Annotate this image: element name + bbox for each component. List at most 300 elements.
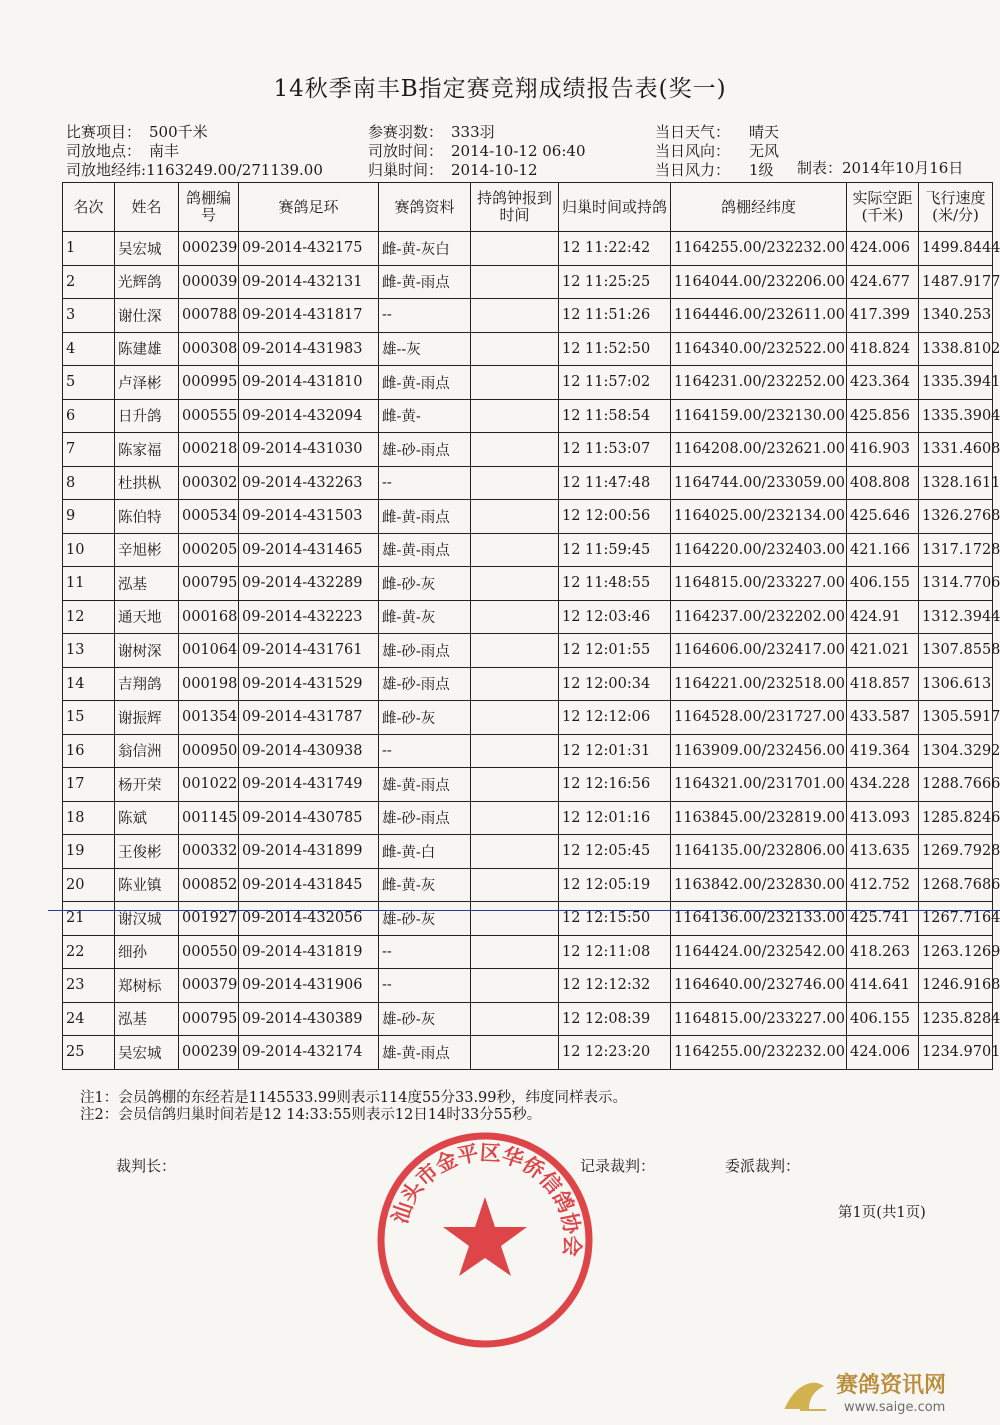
cell-coordinates: 1164135.00/232806.00	[671, 835, 847, 869]
cell-speed: 1335.3941	[919, 366, 993, 400]
cell-speed: 1312.3944	[919, 600, 993, 634]
cell-ring: 09-2014-432131	[239, 265, 379, 299]
cell-rank: 4	[63, 332, 115, 366]
cell-arrival-time: 12 12:00:56	[559, 500, 671, 534]
cell-clock-time	[471, 600, 559, 634]
table-row	[63, 634, 993, 668]
cell-distance: 408.808	[847, 466, 919, 500]
cell-loft-id: 000198	[179, 667, 239, 701]
cell-arrival-time: 12 12:23:20	[559, 1036, 671, 1070]
cell-coordinates: 1164424.00/232542.00	[671, 935, 847, 969]
cell-bird-info: 雌-黄-雨点	[379, 366, 471, 400]
page-number: 第1页(共1页)	[838, 1205, 926, 1221]
col-coordinates: 鸽棚经纬度	[671, 183, 847, 232]
table-row	[63, 1002, 993, 1036]
cell-name: 泓基	[115, 1002, 179, 1036]
cell-speed: 1328.1611	[919, 466, 993, 500]
cell-speed: 1487.9177	[919, 265, 993, 299]
report-title: 14秋季南丰B指定赛竞翔成绩报告表(奖一)	[273, 76, 727, 102]
cell-distance: 418.857	[847, 667, 919, 701]
info-value: 1163249.00/271139.00	[146, 161, 323, 179]
cell-rank: 3	[63, 299, 115, 333]
cell-distance: 418.263	[847, 935, 919, 969]
cell-coordinates: 1164221.00/232518.00	[671, 667, 847, 701]
cell-distance: 413.635	[847, 835, 919, 869]
cell-distance: 406.155	[847, 567, 919, 601]
cell-distance: 421.021	[847, 634, 919, 668]
cell-ring: 09-2014-432094	[239, 399, 379, 433]
table-row	[63, 466, 993, 500]
cell-arrival-time: 12 11:59:45	[559, 533, 671, 567]
cell-name: 谢振辉	[115, 701, 179, 735]
cell-ring: 09-2014-431810	[239, 366, 379, 400]
record-referee-label: 记录裁判：	[580, 1157, 656, 1175]
cell-distance: 424.677	[847, 265, 919, 299]
col-ring: 赛鸽足环	[239, 183, 379, 232]
cell-clock-time	[471, 299, 559, 333]
cell-name: 陈业镇	[115, 868, 179, 902]
cell-speed: 1306.613	[919, 667, 993, 701]
cell-loft-id: 000332	[179, 835, 239, 869]
cell-loft-id: 000039	[179, 265, 239, 299]
cell-coordinates: 1163909.00/232456.00	[671, 734, 847, 768]
cell-arrival-time: 12 11:48:55	[559, 567, 671, 601]
table-row	[63, 500, 993, 534]
table-row	[63, 399, 993, 433]
col-bird-info: 赛鸽资料	[379, 183, 471, 232]
cell-speed: 1317.1728	[919, 533, 993, 567]
cell-bird-info: 雌-黄-灰	[379, 868, 471, 902]
cell-arrival-time: 12 11:53:07	[559, 433, 671, 467]
cell-clock-time	[471, 265, 559, 299]
cell-loft-id: 000534	[179, 500, 239, 534]
cell-distance: 413.093	[847, 801, 919, 835]
cell-loft-id: 000302	[179, 466, 239, 500]
cell-ring: 09-2014-431819	[239, 935, 379, 969]
cell-clock-time	[471, 835, 559, 869]
col-loft-id: 鸽棚编号	[179, 183, 239, 232]
cell-bird-info: --	[379, 935, 471, 969]
cell-coordinates: 1164606.00/232417.00	[671, 634, 847, 668]
table-row	[63, 533, 993, 567]
cell-name: 吉翔鸽	[115, 667, 179, 701]
seal-text: 汕头市金平区华侨信鸽协会	[387, 1140, 585, 1258]
cell-speed: 1338.8102	[919, 332, 993, 366]
info-key: 归巢时间：	[368, 161, 444, 179]
cell-bird-info: 雌-砂-灰	[379, 701, 471, 735]
cell-speed: 1331.4608	[919, 433, 993, 467]
cell-speed: 1234.9701	[919, 1036, 993, 1070]
cell-bird-info: 雌-砂-灰	[379, 567, 471, 601]
cell-speed: 1326.2768	[919, 500, 993, 534]
cell-clock-time	[471, 701, 559, 735]
results-table	[62, 182, 1000, 1070]
cell-distance: 425.856	[847, 399, 919, 433]
cell-arrival-time: 12 12:11:08	[559, 935, 671, 969]
cell-loft-id: 000795	[179, 567, 239, 601]
cell-rank: 22	[63, 935, 115, 969]
cell-coordinates: 1164044.00/232206.00	[671, 265, 847, 299]
cell-bird-info: --	[379, 299, 471, 333]
cell-rank: 12	[63, 600, 115, 634]
cell-speed: 1263.1269	[919, 935, 993, 969]
cell-arrival-time: 12 12:01:55	[559, 634, 671, 668]
table-row	[63, 969, 993, 1003]
cell-arrival-time: 12 12:15:50	[559, 902, 671, 936]
cell-coordinates: 1164815.00/233227.00	[671, 567, 847, 601]
cell-ring: 09-2014-431749	[239, 768, 379, 802]
cell-name: 翁信洲	[115, 734, 179, 768]
table-row	[63, 265, 993, 299]
cell-loft-id: 000308	[179, 332, 239, 366]
cell-speed: 1499.8444	[919, 232, 993, 266]
cell-distance: 419.364	[847, 734, 919, 768]
cell-name: 杜拱枞	[115, 466, 179, 500]
info-row	[66, 161, 323, 180]
table-body	[63, 232, 1000, 1070]
cell-bird-info: 雄-黄-雨点	[379, 1036, 471, 1070]
col-distance: 实际空距(千米)	[847, 183, 919, 232]
cell-bird-info: 雌-黄-灰	[379, 600, 471, 634]
cell-distance: 424.91	[847, 600, 919, 634]
table-row	[63, 600, 993, 634]
cell-rank: 15	[63, 701, 115, 735]
table-row	[63, 433, 993, 467]
info-row	[66, 123, 323, 142]
cell-speed: 1314.7706	[919, 567, 993, 601]
cell-arrival-time: 12 11:51:26	[559, 299, 671, 333]
cell-distance: 424.006	[847, 1036, 919, 1070]
info-key: 参赛羽数：	[368, 123, 444, 141]
cell-name: 通天地	[115, 600, 179, 634]
cell-rank: 8	[63, 466, 115, 500]
col-name: 姓名	[115, 183, 179, 232]
cell-loft-id: 001145	[179, 801, 239, 835]
cell-bird-info: 雌-黄-	[379, 399, 471, 433]
cell-name: 郑树标	[115, 969, 179, 1003]
cell-speed: 1307.8558	[919, 634, 993, 668]
cell-rank: 6	[63, 399, 115, 433]
col-arrival-time: 归巢时间或持鸽	[559, 183, 671, 232]
cell-coordinates: 1163842.00/232830.00	[671, 868, 847, 902]
cell-rank: 18	[63, 801, 115, 835]
cell-ring: 09-2014-431787	[239, 701, 379, 735]
cell-coordinates: 1164446.00/232611.00	[671, 299, 847, 333]
info-row	[655, 123, 779, 142]
cell-coordinates: 1164815.00/233227.00	[671, 1002, 847, 1036]
cell-loft-id: 000379	[179, 969, 239, 1003]
site-watermark	[778, 1366, 988, 1418]
cell-rank: 20	[63, 868, 115, 902]
cell-name: 陈家福	[115, 433, 179, 467]
cell-clock-time	[471, 500, 559, 534]
cell-clock-time	[471, 868, 559, 902]
cell-ring: 09-2014-431503	[239, 500, 379, 534]
cell-bird-info: 雌-黄-雨点	[379, 500, 471, 534]
cell-bird-info: 雄-砂-雨点	[379, 433, 471, 467]
cell-coordinates: 1164208.00/232621.00	[671, 433, 847, 467]
cell-arrival-time: 12 12:12:06	[559, 701, 671, 735]
note-2: 注2：会员信鸽归巢时间若是12 14:33:55则表示12日14时33分55秒。	[80, 1107, 542, 1123]
cell-ring: 09-2014-432175	[239, 232, 379, 266]
cell-clock-time	[471, 969, 559, 1003]
cell-clock-time	[471, 1036, 559, 1070]
cell-rank: 5	[63, 366, 115, 400]
cell-speed: 1335.3904	[919, 399, 993, 433]
cell-ring: 09-2014-431983	[239, 332, 379, 366]
cell-coordinates: 1164231.00/232252.00	[671, 366, 847, 400]
cell-ring: 09-2014-431465	[239, 533, 379, 567]
cell-coordinates: 1164340.00/232522.00	[671, 332, 847, 366]
info-value: 南丰	[149, 142, 180, 160]
cell-loft-id: 001927	[179, 902, 239, 936]
cell-rank: 2	[63, 265, 115, 299]
cell-coordinates: 1164255.00/232232.00	[671, 232, 847, 266]
cell-coordinates: 1163845.00/232819.00	[671, 801, 847, 835]
cell-speed: 1285.8246	[919, 801, 993, 835]
cell-speed: 1305.5917	[919, 701, 993, 735]
info-value: 500千米	[149, 123, 208, 141]
cell-distance: 425.646	[847, 500, 919, 534]
cell-clock-time	[471, 332, 559, 366]
cell-arrival-time: 12 11:25:25	[559, 265, 671, 299]
cell-coordinates: 1164220.00/232403.00	[671, 533, 847, 567]
cell-rank: 13	[63, 634, 115, 668]
chief-referee-label: 裁判长：	[116, 1157, 177, 1175]
cell-ring: 09-2014-431906	[239, 969, 379, 1003]
cell-distance: 423.364	[847, 366, 919, 400]
cell-speed: 1235.8284	[919, 1002, 993, 1036]
cell-distance: 434.228	[847, 768, 919, 802]
cell-clock-time	[471, 801, 559, 835]
col-rank: 名次	[63, 183, 115, 232]
info-row	[655, 161, 779, 180]
cell-rank: 16	[63, 734, 115, 768]
cell-arrival-time: 12 11:47:48	[559, 466, 671, 500]
cell-rank: 19	[63, 835, 115, 869]
col-clock-time: 持鸽钟报到时间	[471, 183, 559, 232]
info-key: 司放地点：	[66, 142, 142, 160]
cell-coordinates: 1164025.00/232134.00	[671, 500, 847, 534]
info-key: 当日天气：	[655, 123, 731, 141]
star-icon	[443, 1197, 527, 1276]
assigned-referee-label: 委派裁判：	[725, 1157, 801, 1175]
info-value: 2014-10-12 06:40	[451, 142, 586, 160]
cell-ring: 09-2014-432174	[239, 1036, 379, 1070]
cell-ring: 09-2014-430785	[239, 801, 379, 835]
cell-name: 日升鸽	[115, 399, 179, 433]
cell-ring: 09-2014-431529	[239, 667, 379, 701]
cell-clock-time	[471, 634, 559, 668]
cell-coordinates: 1164321.00/231701.00	[671, 768, 847, 802]
watermark-url: www.saige.com	[844, 1400, 946, 1415]
cell-name: 王俊彬	[115, 835, 179, 869]
cell-arrival-time: 12 12:01:31	[559, 734, 671, 768]
cell-speed: 1246.9168	[919, 969, 993, 1003]
cell-rank: 17	[63, 768, 115, 802]
cell-rank: 23	[63, 969, 115, 1003]
cell-clock-time	[471, 902, 559, 936]
cell-bird-info: 雄-砂-雨点	[379, 801, 471, 835]
cell-arrival-time: 12 12:05:45	[559, 835, 671, 869]
cell-loft-id: 000239	[179, 1036, 239, 1070]
cell-arrival-time: 12 11:22:42	[559, 232, 671, 266]
cell-distance: 416.903	[847, 433, 919, 467]
cell-bird-info: 雄-砂-雨点	[379, 667, 471, 701]
cell-coordinates: 1164136.00/232133.00	[671, 902, 847, 936]
cell-distance: 417.399	[847, 299, 919, 333]
cell-clock-time	[471, 768, 559, 802]
cell-name: 谢汉城	[115, 902, 179, 936]
cell-bird-info: 雄-黄-雨点	[379, 533, 471, 567]
cell-clock-time	[471, 466, 559, 500]
cell-name: 杨开荣	[115, 768, 179, 802]
cell-speed: 1288.7666	[919, 768, 993, 802]
cell-coordinates: 1164744.00/233059.00	[671, 466, 847, 500]
cell-bird-info: 雄-砂-灰	[379, 902, 471, 936]
cell-distance: 418.824	[847, 332, 919, 366]
cell-rank: 1	[63, 232, 115, 266]
cell-distance: 406.155	[847, 1002, 919, 1036]
cell-speed: 1340.253	[919, 299, 993, 333]
cell-speed: 1267.7164	[919, 902, 993, 936]
cell-arrival-time: 12 12:05:19	[559, 868, 671, 902]
cell-clock-time	[471, 567, 559, 601]
cell-coordinates: 1164528.00/231727.00	[671, 701, 847, 735]
cell-name: 吴宏城	[115, 1036, 179, 1070]
cell-name: 陈斌	[115, 801, 179, 835]
cell-rank: 25	[63, 1036, 115, 1070]
cell-coordinates: 1164237.00/232202.00	[671, 600, 847, 634]
info-value: 无风	[749, 142, 780, 160]
table-row	[63, 768, 993, 802]
cell-clock-time	[471, 366, 559, 400]
table-row	[63, 734, 993, 768]
cell-name: 辛旭彬	[115, 533, 179, 567]
cell-name: 卢泽彬	[115, 366, 179, 400]
table-row	[63, 868, 993, 902]
cell-clock-time	[471, 935, 559, 969]
cell-ring: 09-2014-431817	[239, 299, 379, 333]
cell-ring: 09-2014-430389	[239, 1002, 379, 1036]
table-row	[63, 667, 993, 701]
cell-arrival-time: 12 12:01:16	[559, 801, 671, 835]
cell-rank: 21	[63, 902, 115, 936]
cell-coordinates: 1164255.00/232232.00	[671, 1036, 847, 1070]
table-row	[63, 299, 993, 333]
cell-loft-id: 001354	[179, 701, 239, 735]
cell-loft-id: 001064	[179, 634, 239, 668]
association-seal	[370, 1125, 600, 1355]
cell-distance: 414.641	[847, 969, 919, 1003]
info-key: 司放地经纬:	[66, 161, 147, 179]
cell-arrival-time: 12 12:16:56	[559, 768, 671, 802]
cell-ring: 09-2014-431030	[239, 433, 379, 467]
cell-distance: 421.166	[847, 533, 919, 567]
cell-bird-info: 雌-黄-白	[379, 835, 471, 869]
cell-clock-time	[471, 1002, 559, 1036]
table-row	[63, 935, 993, 969]
cell-coordinates: 1164159.00/232130.00	[671, 399, 847, 433]
cell-speed: 1304.3292	[919, 734, 993, 768]
info-row	[655, 142, 779, 161]
made-date: 制表：2014年10月16日	[797, 159, 964, 177]
cell-bird-info: --	[379, 466, 471, 500]
cell-coordinates: 1164640.00/232746.00	[671, 969, 847, 1003]
table-row	[63, 332, 993, 366]
info-value: 1级	[749, 161, 774, 179]
cell-distance: 433.587	[847, 701, 919, 735]
cell-name: 泓基	[115, 567, 179, 601]
cell-clock-time	[471, 667, 559, 701]
cell-rank: 10	[63, 533, 115, 567]
table-row	[63, 835, 993, 869]
col-speed: 飞行速度(米/分)	[919, 183, 993, 232]
info-key: 比赛项目：	[66, 123, 142, 141]
cell-clock-time	[471, 399, 559, 433]
cell-arrival-time: 12 12:03:46	[559, 600, 671, 634]
table-header-row	[63, 183, 993, 232]
cell-ring: 09-2014-431899	[239, 835, 379, 869]
cell-rank: 11	[63, 567, 115, 601]
table-row	[63, 1036, 993, 1070]
cell-speed: 1269.7928	[919, 835, 993, 869]
cell-loft-id: 000168	[179, 600, 239, 634]
cell-arrival-time: 12 11:58:54	[559, 399, 671, 433]
cell-bird-info: 雌-黄-灰白	[379, 232, 471, 266]
info-key: 当日风向：	[655, 142, 731, 160]
cell-speed: 1268.7686	[919, 868, 993, 902]
info-row	[368, 161, 586, 180]
cell-name: 谢仕深	[115, 299, 179, 333]
table-row	[63, 567, 993, 601]
cell-bird-info: --	[379, 969, 471, 1003]
cell-rank: 24	[63, 1002, 115, 1036]
cell-clock-time	[471, 433, 559, 467]
cell-bird-info: 雄-砂-灰	[379, 1002, 471, 1036]
cell-rank: 9	[63, 500, 115, 534]
info-left	[66, 123, 323, 180]
info-middle	[368, 123, 586, 180]
cell-distance: 425.741	[847, 902, 919, 936]
cell-bird-info: 雌-黄-雨点	[379, 265, 471, 299]
cell-ring: 09-2014-431761	[239, 634, 379, 668]
cell-arrival-time: 12 11:57:02	[559, 366, 671, 400]
table-row	[63, 366, 993, 400]
cell-loft-id: 000550	[179, 935, 239, 969]
cell-rank: 14	[63, 667, 115, 701]
cell-name: 陈建雄	[115, 332, 179, 366]
watermark-name: 赛鸽资讯网	[836, 1373, 947, 1398]
cell-ring: 09-2014-432289	[239, 567, 379, 601]
info-right	[655, 123, 779, 180]
note-1: 注1：会员鸽棚的东经若是1145533.99则表示114度55分33.99秒，纬度同样表示。	[80, 1090, 627, 1106]
info-value: 2014-10-12	[451, 161, 538, 179]
table-row	[63, 701, 993, 735]
info-row	[368, 142, 586, 161]
cell-ring: 09-2014-432223	[239, 600, 379, 634]
pen-line	[48, 910, 1000, 911]
cell-bird-info: 雄-黄-雨点	[379, 768, 471, 802]
cell-name: 陈伯特	[115, 500, 179, 534]
cell-distance: 424.006	[847, 232, 919, 266]
cell-loft-id: 000950	[179, 734, 239, 768]
cell-arrival-time: 12 11:52:50	[559, 332, 671, 366]
cell-ring: 09-2014-430938	[239, 734, 379, 768]
cell-ring: 09-2014-432263	[239, 466, 379, 500]
cell-loft-id: 000788	[179, 299, 239, 333]
cell-loft-id: 000852	[179, 868, 239, 902]
